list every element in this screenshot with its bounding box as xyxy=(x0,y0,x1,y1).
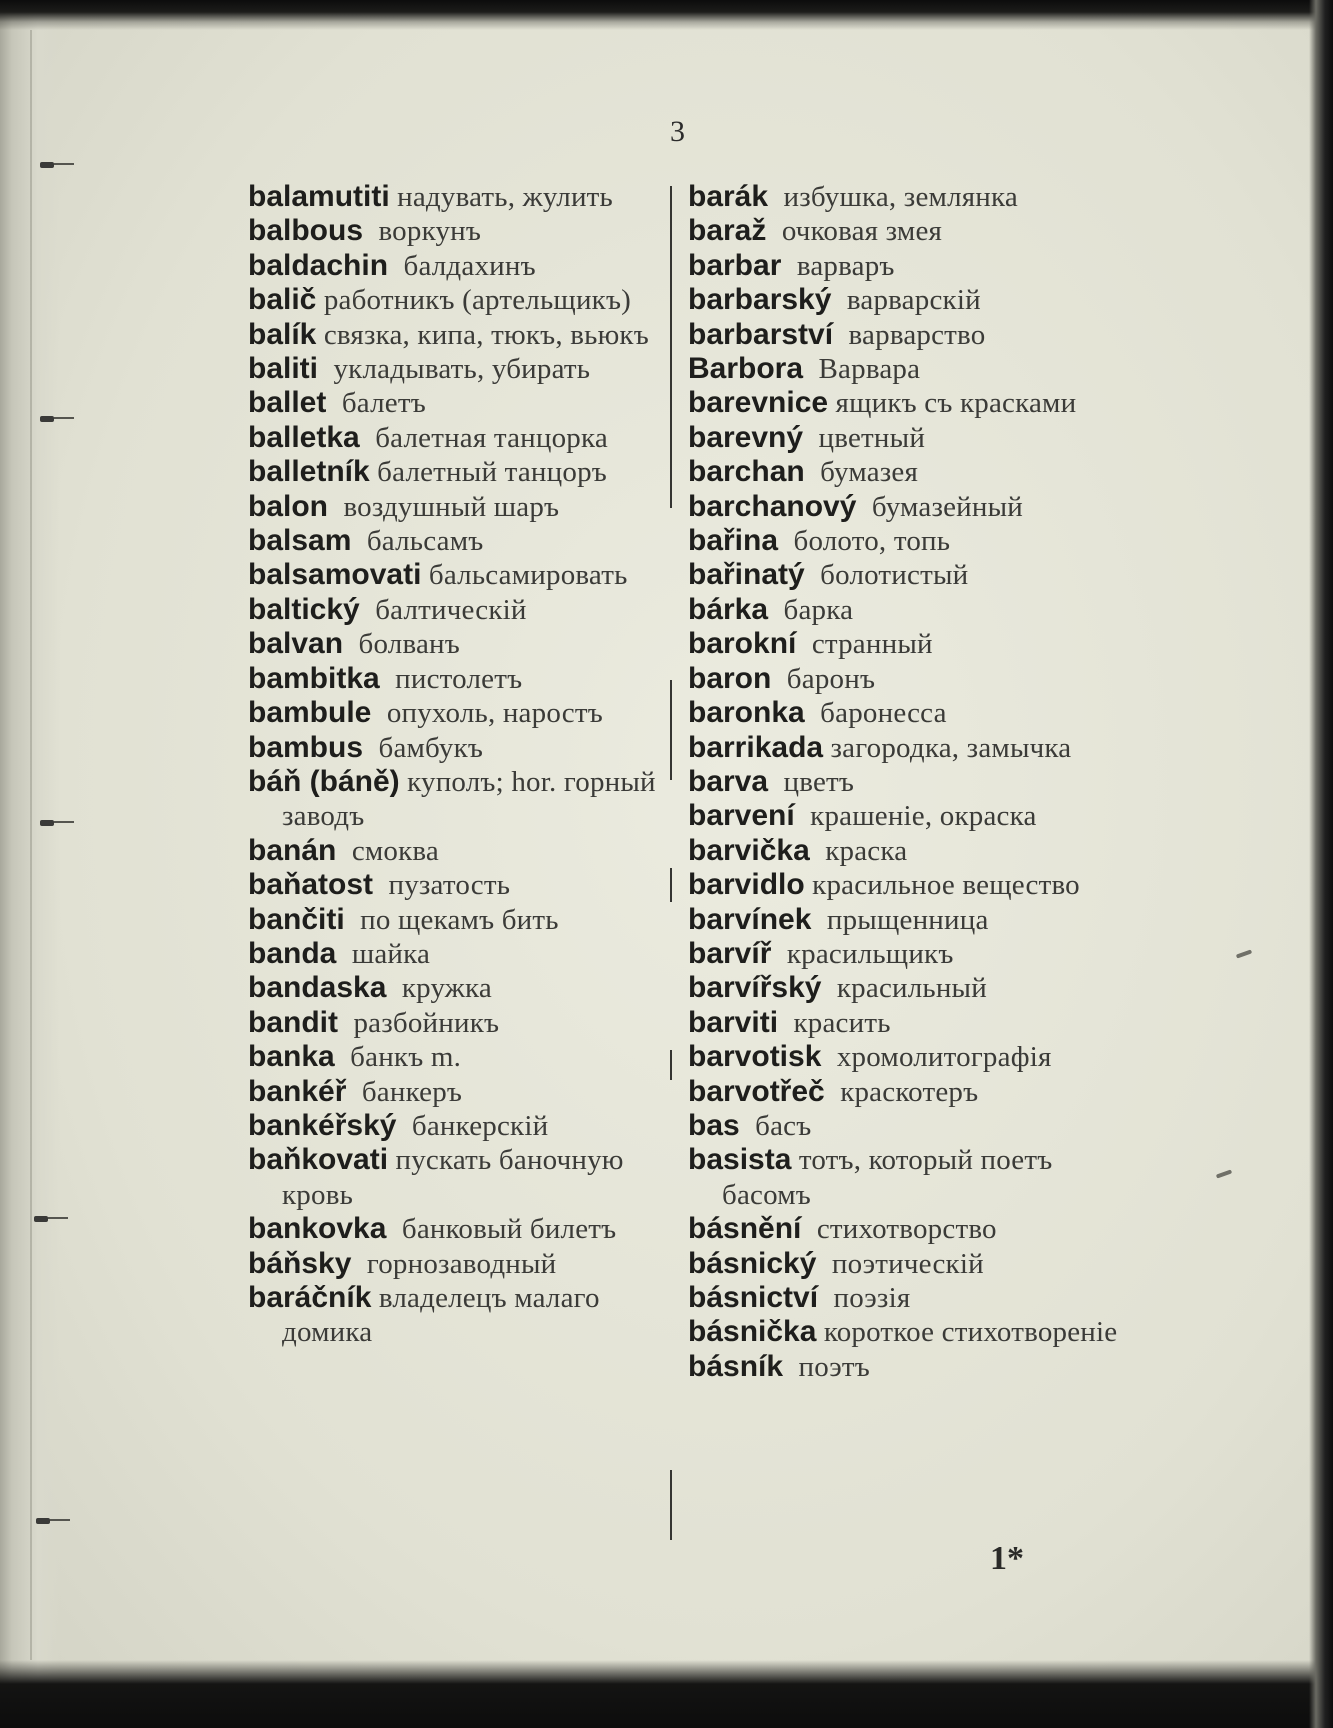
entry-translation: стихотворство xyxy=(816,1213,997,1246)
right-page-edge xyxy=(1309,0,1333,1728)
entry-translation: шайка xyxy=(351,937,431,970)
dictionary-entry xyxy=(248,1075,688,1109)
entry-headword: balvan xyxy=(248,627,344,661)
entry-headword: básník xyxy=(688,1349,784,1383)
entry-translation: бумазея xyxy=(820,456,919,489)
entry-translation: балетная танцорка xyxy=(375,421,608,454)
entry-translation: краска xyxy=(825,834,908,867)
entry-headword: baron xyxy=(688,661,772,695)
entry-translation: куполъ; hor. горный заводъ xyxy=(282,765,656,833)
dictionary-entry xyxy=(688,1247,1128,1281)
entry-translation: банкеръ xyxy=(361,1075,463,1108)
dictionary-entry xyxy=(248,765,688,834)
entry-translation: очковая змея xyxy=(781,215,943,248)
entry-translation: пистолетъ xyxy=(395,662,523,695)
dictionary-entry xyxy=(688,180,1128,214)
entry-translation: странный xyxy=(811,628,933,661)
entry-headword: bárka xyxy=(688,592,769,626)
dictionary-entry xyxy=(248,696,688,730)
dictionary-entry xyxy=(688,524,1128,558)
entry-translation: красильное вещество xyxy=(812,869,1080,902)
entry-translation: балетъ xyxy=(341,387,426,420)
margin-tick xyxy=(1216,1169,1232,1178)
dictionary-entry xyxy=(688,1350,1128,1384)
entry-headword: balamutiti xyxy=(248,180,390,213)
entry-translation: красильный xyxy=(836,972,987,1005)
entry-translation: варваръ xyxy=(796,249,895,282)
dictionary-entry xyxy=(688,765,1128,799)
top-page-edge xyxy=(0,0,1333,30)
entry-translation: поэтъ xyxy=(798,1350,870,1383)
entry-translation: красить xyxy=(793,1006,891,1039)
dictionary-entry xyxy=(248,662,688,696)
entry-headword: bařina xyxy=(688,524,779,558)
entry-headword: balletník xyxy=(248,455,370,489)
entry-translation: связка, кипа, тюкъ, вьюкъ xyxy=(323,318,649,351)
entry-headword: bandit xyxy=(248,1005,338,1039)
entry-translation: работникъ (артельщикъ) xyxy=(323,284,632,317)
dictionary-entry xyxy=(688,318,1128,352)
entry-headword: bankovka xyxy=(248,1212,387,1246)
entry-headword: bambule xyxy=(248,696,372,730)
dictionary-entry xyxy=(248,593,688,627)
entry-translation: избушка, землянка xyxy=(783,181,1018,213)
dictionary-entry xyxy=(248,971,688,1005)
page-number: 3 xyxy=(670,115,685,148)
dictionary-entry xyxy=(688,386,1128,420)
entry-translation: болотистый xyxy=(820,559,969,592)
entry-headword: baraž xyxy=(688,214,767,248)
dictionary-entry xyxy=(248,283,688,317)
entry-headword: barokní xyxy=(688,627,797,661)
entry-headword: balletka xyxy=(248,420,360,454)
entry-headword: bařinatý xyxy=(688,558,805,592)
dictionary-entry xyxy=(248,903,688,937)
entry-headword: barvotisk xyxy=(688,1040,822,1074)
dictionary-entry xyxy=(248,1281,688,1350)
entry-translation: варварство xyxy=(848,318,986,351)
dictionary-entry xyxy=(688,799,1128,833)
entry-translation: краскотеръ xyxy=(840,1075,979,1108)
entry-translation: короткое стихотвореніе xyxy=(823,1316,1118,1349)
margin-mark xyxy=(40,162,54,168)
entry-translation: разбойникъ xyxy=(353,1006,500,1039)
entry-headword: bas xyxy=(688,1108,740,1142)
dictionary-entry xyxy=(248,627,688,661)
dictionary-entry xyxy=(248,1006,688,1040)
entry-translation: воздушный шаръ xyxy=(343,490,560,523)
entry-translation: бумазейный xyxy=(871,490,1024,523)
entry-translation: поэзія xyxy=(833,1282,911,1314)
entry-headword: baňkovati xyxy=(248,1143,389,1177)
entry-translation: пускать баночную кровь xyxy=(282,1144,624,1211)
bottom-page-edge xyxy=(0,1660,1333,1728)
entry-translation: болванъ xyxy=(358,628,460,661)
entry-translation: Варвара xyxy=(818,353,921,386)
dictionary-entry xyxy=(248,558,688,592)
entry-translation: пузатость xyxy=(388,869,511,902)
entry-headword: barbar xyxy=(688,248,782,282)
entry-translation: тотъ, который поетъ басомъ xyxy=(722,1144,1053,1211)
dictionary-entry xyxy=(248,1040,688,1074)
dictionary-entry xyxy=(688,283,1128,317)
entry-headword: barvení xyxy=(688,799,795,833)
entry-translation: бальсамировать xyxy=(428,559,628,592)
entry-translation: балтическій xyxy=(375,593,527,626)
entry-headword: Barbora xyxy=(688,352,804,386)
entry-headword: balsam xyxy=(248,524,352,558)
dictionary-entry xyxy=(248,386,688,420)
entry-headword: baltický xyxy=(248,592,360,626)
dictionary-entry xyxy=(248,868,688,902)
entry-headword: barvínek xyxy=(688,902,812,936)
margin-mark xyxy=(40,820,54,826)
left-column xyxy=(248,180,688,1350)
entry-translation: баронесса xyxy=(820,697,947,730)
entry-headword: barvířský xyxy=(688,971,822,1005)
dictionary-entry xyxy=(688,558,1128,592)
dictionary-entry xyxy=(248,731,688,765)
entry-headword: básnictví xyxy=(688,1281,819,1314)
dictionary-entry xyxy=(688,214,1128,248)
entry-headword: barevný xyxy=(688,420,804,454)
entry-translation: барка xyxy=(783,593,854,626)
margin-mark xyxy=(34,1216,48,1222)
entry-headword: balič xyxy=(248,283,317,317)
entry-headword: barchanový xyxy=(688,489,857,523)
dictionary-entry xyxy=(688,1315,1128,1349)
entry-headword: barbarství xyxy=(688,317,834,351)
entry-headword: baronka xyxy=(688,696,805,730)
entry-headword: banka xyxy=(248,1040,335,1074)
entry-headword: báňsky xyxy=(248,1246,352,1280)
margin-mark xyxy=(40,416,54,422)
entry-translation: цветный xyxy=(818,421,926,454)
entry-translation: смоква xyxy=(351,834,440,867)
dictionary-entry xyxy=(688,1006,1128,1040)
dictionary-entry xyxy=(688,1212,1128,1246)
dictionary-entry xyxy=(248,937,688,971)
entry-headword: básnička xyxy=(688,1315,817,1349)
entry-headword: barva xyxy=(688,764,769,798)
dictionary-entry xyxy=(688,731,1128,765)
dictionary-entry xyxy=(248,524,688,558)
entry-headword: bambitka xyxy=(248,661,380,695)
entry-headword: barviti xyxy=(688,1005,779,1039)
dictionary-entry xyxy=(248,249,688,283)
entry-translation: бамбукъ xyxy=(378,731,484,764)
entry-headword: balon xyxy=(248,489,328,523)
dictionary-entry xyxy=(688,421,1128,455)
entry-translation: варварскій xyxy=(846,284,981,317)
entry-translation: прыщенница xyxy=(826,903,989,936)
margin-tick xyxy=(1236,949,1252,958)
dictionary-entry xyxy=(248,1212,688,1246)
entry-translation: цветъ xyxy=(783,765,855,798)
dictionary-entry xyxy=(688,1281,1128,1315)
dictionary-entry xyxy=(248,455,688,489)
entry-headword: balbous xyxy=(248,214,364,248)
dictionary-entry xyxy=(248,834,688,868)
dictionary-entry xyxy=(688,1109,1128,1143)
entry-headword: balík xyxy=(248,317,317,351)
entry-translation: банкерскій xyxy=(411,1109,549,1142)
dictionary-entry xyxy=(688,455,1128,489)
entry-translation: владелецъ малаго домика xyxy=(282,1282,600,1349)
entry-translation: хромолитографія xyxy=(836,1041,1052,1074)
entry-headword: básnění xyxy=(688,1212,802,1246)
dictionary-entry xyxy=(248,1247,688,1281)
entry-headword: ballet xyxy=(248,386,327,420)
dictionary-entry xyxy=(248,180,688,214)
entry-headword: barvotřeč xyxy=(688,1074,825,1108)
dictionary-entry xyxy=(248,1109,688,1143)
dictionary-entry xyxy=(248,352,688,386)
entry-headword: bankéřský xyxy=(248,1108,397,1142)
entry-headword: balsamovati xyxy=(248,558,422,592)
entry-translation: укладывать, убирать xyxy=(333,353,591,386)
entry-translation: балетный танцоръ xyxy=(377,456,607,489)
printer-signature-mark: 1* xyxy=(990,1540,1024,1577)
dictionary-entry xyxy=(688,868,1128,902)
entry-translation: банкъ m. xyxy=(350,1041,462,1074)
entry-translation: поэтическій xyxy=(831,1247,984,1280)
entry-translation: баронъ xyxy=(786,662,876,695)
entry-headword: baliti xyxy=(248,352,319,386)
entry-headword: barvíř xyxy=(688,936,772,970)
dictionary-entry xyxy=(688,696,1128,730)
entry-headword: básnický xyxy=(688,1246,817,1280)
dictionary-entry xyxy=(688,971,1128,1005)
entry-headword: barvička xyxy=(688,833,810,867)
dictionary-entry xyxy=(688,490,1128,524)
entry-headword: basista xyxy=(688,1143,792,1177)
dictionary-entry xyxy=(688,937,1128,971)
entry-headword: barvidlo xyxy=(688,868,805,902)
entry-translation: опухоль, наростъ xyxy=(386,697,603,730)
entry-headword: baráčník xyxy=(248,1281,372,1314)
entry-translation: басъ xyxy=(755,1109,812,1142)
gutter-line xyxy=(30,30,32,1660)
dictionary-entry xyxy=(688,1040,1128,1074)
entry-translation: воркунъ xyxy=(378,215,482,248)
right-column xyxy=(688,180,1128,1384)
entry-headword: banda xyxy=(248,936,337,970)
entry-translation: красильщикъ xyxy=(786,937,954,970)
entry-translation: балдахинъ xyxy=(403,249,536,282)
entry-translation: горнозаводный xyxy=(366,1247,557,1280)
column-divider xyxy=(670,1470,672,1540)
entry-translation: болото, топь xyxy=(793,525,951,558)
entry-headword: bandaska xyxy=(248,971,387,1005)
entry-translation: ящикъ съ красками xyxy=(835,387,1077,420)
dictionary-entry xyxy=(688,834,1128,868)
dictionary-entry xyxy=(688,1075,1128,1109)
dictionary-entry xyxy=(688,593,1128,627)
dictionary-entry xyxy=(248,490,688,524)
entry-headword: bankéř xyxy=(248,1074,347,1108)
entry-translation: бальсамъ xyxy=(366,525,484,558)
entry-translation: банковый билетъ xyxy=(401,1213,617,1246)
entry-translation: крашеніе, окраска xyxy=(810,800,1037,833)
dictionary-entry xyxy=(688,627,1128,661)
dictionary-entry xyxy=(688,662,1128,696)
entry-headword: baňatost xyxy=(248,868,374,902)
dictionary-entry xyxy=(248,1143,688,1212)
entry-headword: banán xyxy=(248,833,337,867)
dictionary-entry xyxy=(688,249,1128,283)
dictionary-entry xyxy=(688,1143,1128,1212)
entry-headword: barák xyxy=(688,180,769,213)
entry-headword: bambus xyxy=(248,730,364,764)
entry-headword: barrikada xyxy=(688,730,824,764)
dictionary-entry xyxy=(248,421,688,455)
entry-headword: báň (báně) xyxy=(248,764,400,798)
entry-headword: barchan xyxy=(688,455,805,489)
margin-mark xyxy=(36,1518,50,1524)
entry-translation: надувать, жулить xyxy=(397,181,613,213)
dictionary-entry xyxy=(688,903,1128,937)
entry-translation: по щекамъ бить xyxy=(360,903,559,936)
entry-headword: barbarský xyxy=(688,283,832,317)
entry-headword: bančiti xyxy=(248,902,345,936)
dictionary-entry xyxy=(688,352,1128,386)
entry-translation: кружка xyxy=(401,972,492,1005)
entry-headword: barevnice xyxy=(688,386,829,420)
dictionary-entry xyxy=(248,318,688,352)
entry-translation: загородка, замычка xyxy=(830,731,1072,764)
entry-headword: baldachin xyxy=(248,248,389,282)
dictionary-entry xyxy=(248,214,688,248)
